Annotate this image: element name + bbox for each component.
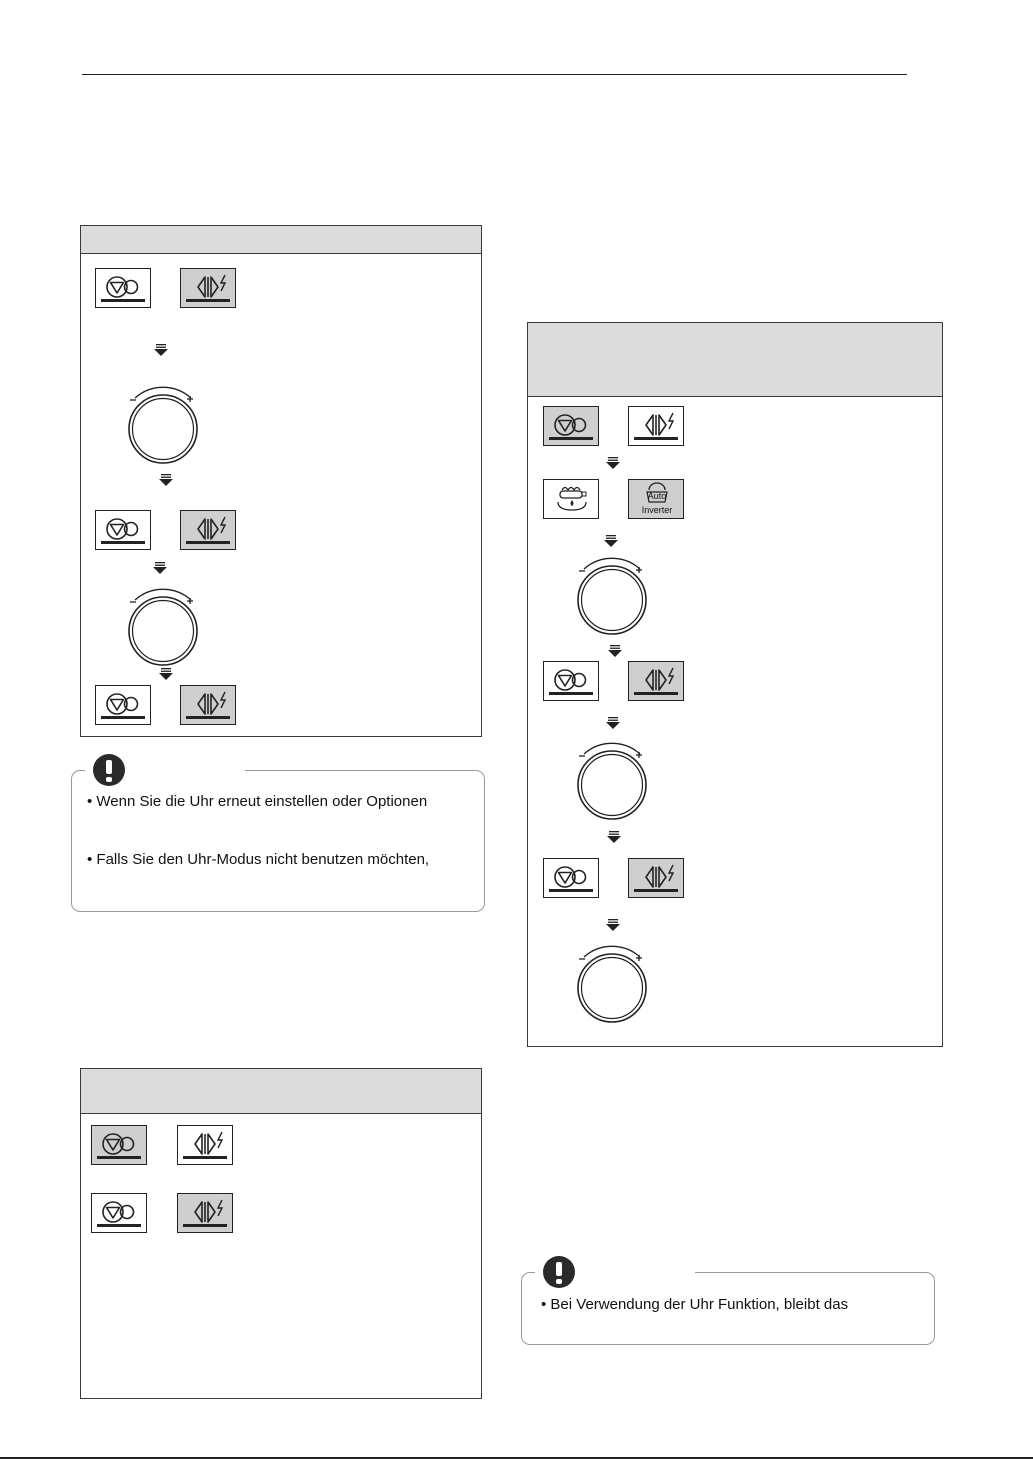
start-button[interactable] — [628, 406, 684, 446]
inverter-label: Inverter — [641, 505, 673, 515]
note-left-line-2: • Falls Sie den Uhr-Modus nicht benutzen möchten, — [87, 851, 430, 868]
start-button[interactable] — [180, 268, 236, 308]
auto-inverter-button[interactable] — [628, 479, 684, 519]
start-button[interactable] — [628, 858, 684, 898]
stop-clear-icon — [96, 269, 152, 309]
arrow-down-icon — [604, 535, 618, 547]
start-quick-icon — [178, 1126, 234, 1166]
clock-setting-panel — [80, 225, 482, 737]
arrow-down-icon — [606, 457, 620, 469]
stop-clear-button[interactable] — [95, 510, 151, 550]
clock-display-panel — [80, 1068, 482, 1399]
panel-header — [81, 226, 481, 254]
arrow-down-icon — [606, 919, 620, 931]
arrow-down-icon — [153, 562, 167, 574]
stop-clear-icon — [544, 662, 600, 702]
stop-clear-icon — [544, 407, 600, 447]
start-button[interactable] — [180, 510, 236, 550]
exclamation-icon — [543, 1256, 575, 1288]
panel-header — [81, 1069, 481, 1114]
exclamation-icon — [93, 754, 125, 786]
arrow-down-icon — [608, 645, 622, 657]
note-right-line-1: • Bei Verwendung der Uhr Funktion, bleibt das — [541, 1296, 849, 1313]
stop-clear-button[interactable] — [91, 1125, 147, 1165]
arrow-down-icon — [606, 717, 620, 729]
dial-knob[interactable] — [572, 740, 652, 820]
start-button[interactable] — [177, 1193, 233, 1233]
stop-clear-button[interactable] — [95, 685, 151, 725]
auto-label: Auto — [647, 491, 667, 501]
start-button[interactable] — [628, 661, 684, 701]
arrow-down-icon — [159, 668, 173, 680]
dial-knob[interactable] — [123, 586, 203, 666]
stop-clear-button[interactable] — [95, 268, 151, 308]
dial-knob[interactable] — [123, 384, 203, 464]
arrow-down-icon — [159, 474, 173, 486]
stop-clear-icon — [96, 686, 152, 726]
steam-icon — [544, 480, 600, 520]
arrow-down-icon — [154, 344, 168, 356]
start-quick-icon — [181, 686, 237, 726]
start-button[interactable] — [177, 1125, 233, 1165]
dial-knob[interactable] — [572, 943, 652, 1023]
panel-header — [528, 323, 942, 397]
start-quick-icon — [178, 1194, 234, 1234]
start-button[interactable] — [180, 685, 236, 725]
stop-clear-button[interactable] — [543, 858, 599, 898]
note-left-line-1: • Wenn Sie die Uhr erneut einstellen oder Optionen — [87, 793, 428, 810]
start-quick-icon — [629, 662, 685, 702]
start-quick-icon — [629, 859, 685, 899]
stop-clear-button[interactable] — [543, 661, 599, 701]
option-setting-panel — [527, 322, 943, 1047]
stop-clear-button[interactable] — [91, 1193, 147, 1233]
stop-clear-icon — [96, 511, 152, 551]
stop-clear-icon — [544, 859, 600, 899]
start-quick-icon — [181, 511, 237, 551]
dial-knob[interactable] — [572, 555, 652, 635]
top-rule — [82, 74, 907, 75]
arrow-down-icon — [607, 831, 621, 843]
steam-button[interactable] — [543, 479, 599, 519]
stop-clear-icon — [92, 1194, 148, 1234]
stop-clear-icon — [92, 1126, 148, 1166]
start-quick-icon — [181, 269, 237, 309]
note-box-left — [71, 770, 485, 912]
start-quick-icon — [629, 407, 685, 447]
stop-clear-button[interactable] — [543, 406, 599, 446]
